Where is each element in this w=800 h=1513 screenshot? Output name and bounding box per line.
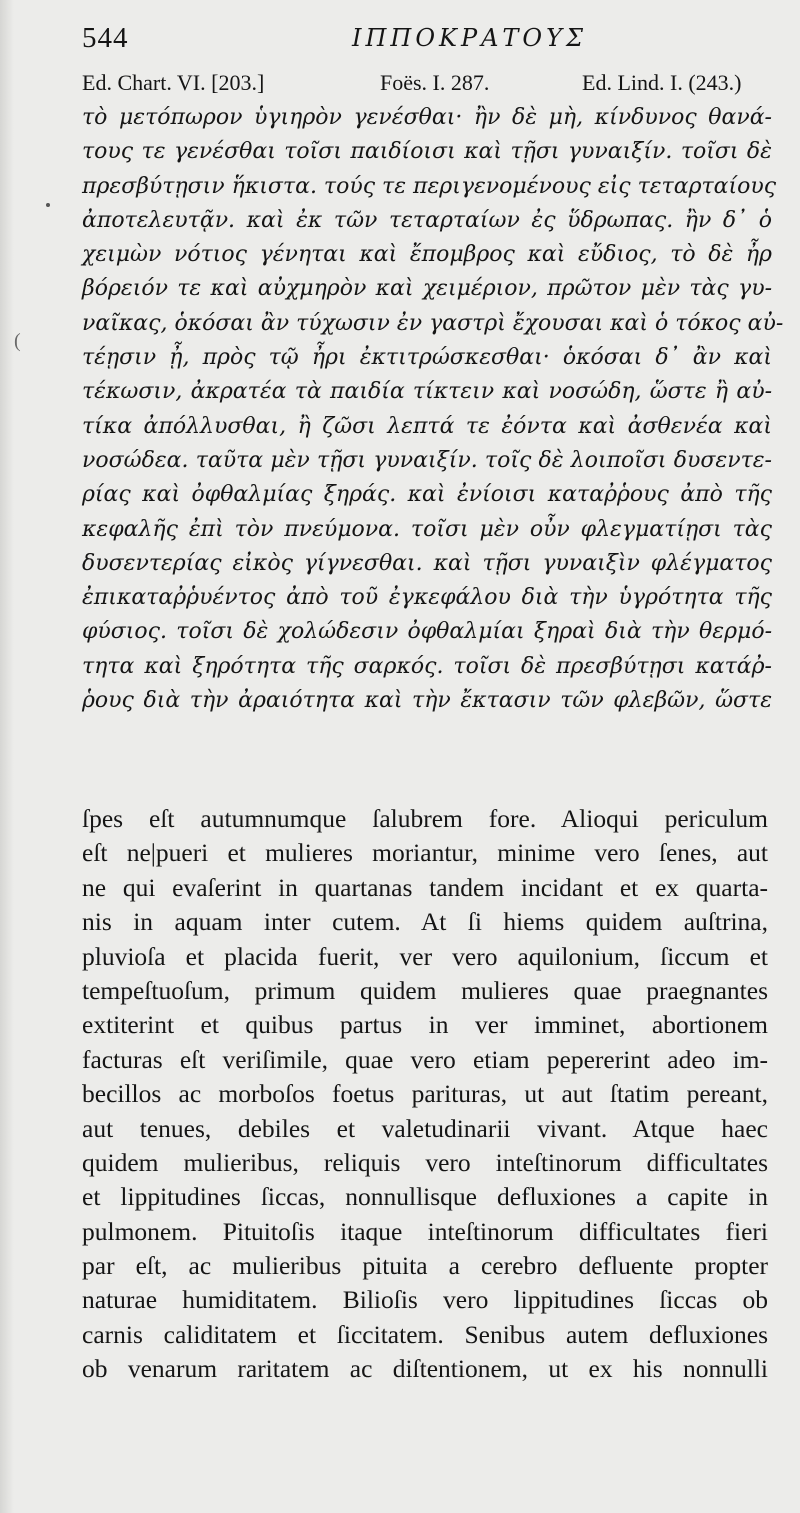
edition-foes-reference: Foës. I. 287. [380,70,490,95]
latin-line: pulmonem. Pituitoſis itaque inteſtinorum difficultates fieri [82,1216,768,1246]
greek-line: χειμὼν νότιος γένηται καὶ ἔπομβρος καὶ εὔδιος, τὸ δὲ ἦρ [82,242,772,268]
greek-line: ἀποτελευτᾷν. καὶ ἐκ τῶν τεταρταίων ἐς ὕδρωπας. ἢν δ᾽ ὁ [82,207,772,233]
latin-line: eſt ne|pueri et mulieres moriantur, minime vero ſenes, aut [82,838,768,868]
greek-line: τητα καὶ ξηρότητα τῆς σαρκός. τοῖσι δὲ πρεσβύτῃσι κατάῤ- [82,653,772,679]
margin-dot [46,203,50,207]
latin-line: naturae humiditatem. Bilioſis vero lippitudines ſiccas ob [82,1285,768,1315]
latin-line: extiterint et quibus partus in ver imminet, abortionem [82,1010,768,1040]
greek-line: κεφαλῆς ἐπὶ τὸν πνεύμονα. τοῖσι μὲν οὖν φλεγματίῃσι τὰς [82,516,772,542]
latin-line: par eſt, ac mulieribus pituita a cerebro defluente propter [82,1251,768,1281]
latin-line: pluvioſa et placida fuerit, ver vero aquilonium, ſiccum et [82,941,768,971]
latin-line: ſpes eſt autumnumque ſalubrem fore. Alioqui periculum [82,804,768,833]
greek-line: δυσεντερίας εἰκὸς γίγνεσθαι. καὶ τῇσι γυναιξὶν φλέγματος [82,550,772,576]
latin-line: quidem mulieribus, reliquis vero inteſtinorum difficultates [82,1147,768,1177]
greek-line: τὸ μετόπωρον ὑγιηρὸν γενέσθαι· ἢν δὲ μὴ, κίνδυνος θανά- [82,105,772,130]
edition-chart-reference: Ed. Chart. VI. [203.] [82,70,265,95]
greek-line: ἐπικαταῤῥυέντος ἀπὸ τοῦ ἐγκεφάλου διὰ τὴν ὑγρότητα τῆς [82,585,772,611]
greek-line: τέκωσιν, ἀκρατέα τὰ παιδία τίκτειν καὶ νοσώδη, ὥστε ἢ αὐ- [82,379,772,405]
latin-line: facturas eſt veriſimile, quae vero etiam pepererint adeo im- [82,1044,768,1074]
running-title: ΙΠΠΟΚΡΑΤΟΥΣ [352,24,587,52]
latin-line: et lippitudines ſiccas, nonnullisque defluxiones a capite in [82,1182,768,1212]
page-header [82,22,782,62]
greek-line: τους τε γενέσθαι τοῖσι παιδίοισι καὶ τῇσι γυναιξίν. τοῖσι δὲ [82,139,772,165]
latin-line: carnis caliditatem et ſiccitatem. Senibus autem defluxiones [82,1319,768,1349]
latin-line: ne qui evaſerint in quartanas tandem incidant et ex quarta- [82,872,768,902]
latin-line: becillos ac morboſos foetus parituras, ut aut ſtatim pereant, [82,1079,768,1109]
latin-line: nis in aquam inter cutem. At ſi hiems quidem auſtrina, [82,907,768,937]
latin-line: ob venarum raritatem ac diſtentionem, ut ex his nonnulli [82,1354,768,1384]
edition-lind-reference: Ed. Lind. I. (243.) [582,70,742,95]
greek-line: ῥους διὰ τὴν ἀραιότητα καὶ τὴν ἔκτασιν τῶν φλεβῶν, ὥστε [82,688,772,714]
greek-line: φύσιος. τοῖσι δὲ χολώδεσιν ὀφθαλμίαι ξηραὶ διὰ τὴν θερμό- [82,619,772,645]
greek-line: νοσώδεα. ταῦτα μὲν τῇσι γυναιξίν. τοῖς δὲ λοιποῖσι δυσεντε- [82,447,772,473]
edition-reference-line [82,70,772,100]
greek-line: βόρειόν τε καὶ αὐχμηρὸν καὶ χειμέριον, πρῶτον μὲν τὰς γυ- [82,276,772,302]
greek-line: ναῖκας, ὁκόσαι ἂν τύχωσιν ἐν γαστρὶ ἔχουσαι καὶ ὁ τόκος αὐ- [82,310,784,336]
margin-mark: ( [14,330,21,352]
latin-line: tempeſtuoſum, primum quidem mulieres quae praegnantes [82,975,768,1005]
greek-text-block [82,101,784,718]
page-number: 544 [82,22,129,54]
greek-line: τίκα ἀπόλλυσθαι, ἢ ζῶσι λεπτά τε ἐόντα καὶ ἀσθενέα καὶ [82,413,772,439]
latin-text-block [82,802,768,1387]
greek-line: πρεσβύτῃσιν ἥκιστα. τούς τε περιγενομένους εἰς τεταρταίους [82,173,777,199]
greek-line: ρίας καὶ ὀφθαλμίας ξηράς. καὶ ἐνίοισι καταῤῥους ἀπὸ τῆς [82,482,772,508]
greek-line: τέῃσιν ᾖ, πρὸς τῷ ἦρι ἐκτιτρώσκεσθαι· ὁκόσαι δ᾽ ἂν καὶ [82,345,772,371]
latin-line: aut tenues, debiles et valetudinarii vivant. Atque haec [82,1113,768,1143]
